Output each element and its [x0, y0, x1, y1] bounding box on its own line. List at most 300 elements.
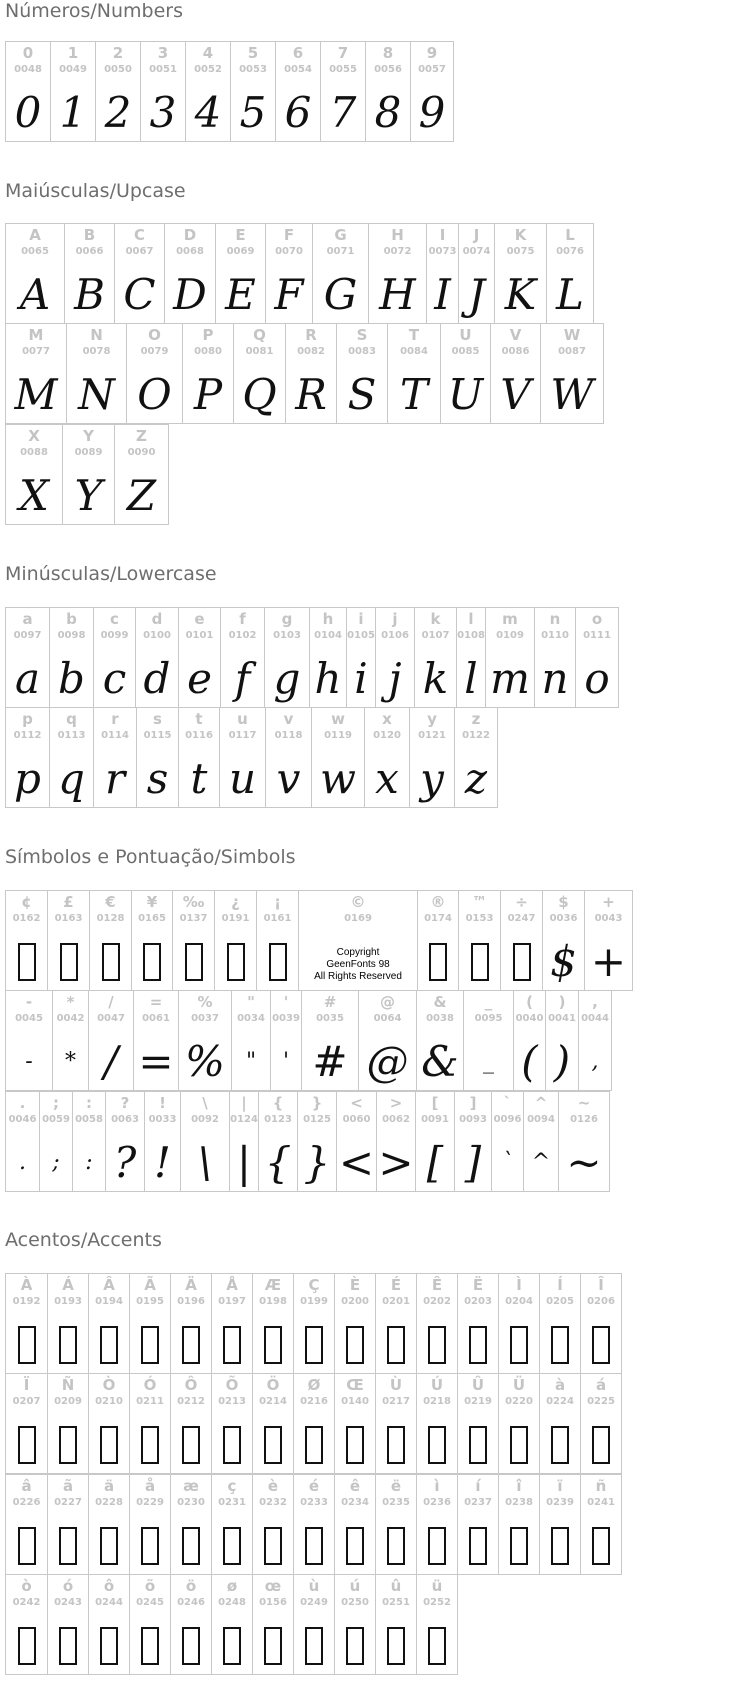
- character-code: 0041: [548, 1013, 576, 1024]
- missing-glyph-box: [540, 1318, 580, 1372]
- glyph-row: [5, 607, 619, 708]
- glyph-cell: [540, 323, 604, 424]
- character-label: \: [202, 1094, 208, 1112]
- character-label: ~: [577, 1094, 591, 1112]
- character-label: J: [473, 226, 480, 244]
- glyph-sample: h: [314, 654, 342, 703]
- missing-glyph-box: [48, 1519, 88, 1573]
- character-code: 0046: [8, 1114, 37, 1125]
- character-code: 0200: [341, 1296, 369, 1307]
- missing-glyph-box: [540, 1418, 580, 1472]
- glyph-cell: [545, 990, 579, 1091]
- character-code: 0243: [54, 1597, 82, 1608]
- character-label: E: [235, 226, 246, 244]
- glyph-cell: [580, 1373, 622, 1474]
- glyph-cell: [539, 1373, 581, 1474]
- glyph-cell: [500, 890, 543, 991]
- glyph-cell: [457, 1474, 499, 1575]
- character-label: y: [427, 710, 437, 728]
- character-code: 0169: [344, 913, 372, 924]
- character-code: 0234: [341, 1497, 369, 1508]
- character-label: d: [151, 610, 163, 628]
- character-label: £: [63, 893, 74, 911]
- missing-glyph-box: [173, 935, 214, 989]
- character-label: Z: [136, 427, 147, 445]
- character-code: 0211: [136, 1396, 164, 1407]
- glyph-cell: [454, 707, 498, 808]
- glyph-cell: [89, 890, 132, 991]
- character-label: é: [308, 1477, 320, 1495]
- character-label: Œ: [346, 1376, 364, 1394]
- character-label: ?: [120, 1094, 130, 1112]
- character-label: ä: [103, 1477, 115, 1495]
- character-code: 0082: [297, 346, 325, 357]
- character-code: 0105: [347, 630, 375, 641]
- copyright-line: Copyright: [336, 947, 380, 958]
- character-label: ‰: [182, 893, 205, 911]
- missing-glyph-box: [132, 935, 172, 989]
- missing-glyph-box: [335, 1619, 375, 1673]
- character-code: 0100: [143, 630, 171, 641]
- glyph-row: [5, 1273, 622, 1374]
- glyph-sample: q: [58, 754, 85, 803]
- character-label: X: [28, 427, 40, 445]
- glyph-cell: [220, 607, 265, 708]
- missing-glyph-icon: [592, 1426, 610, 1464]
- glyph-sample: a: [14, 654, 41, 703]
- missing-glyph-icon: [551, 1326, 569, 1364]
- missing-glyph-icon: [59, 1627, 77, 1665]
- glyph-sample: x: [375, 754, 399, 803]
- missing-glyph-box: [499, 1318, 539, 1372]
- character-code: 0059: [42, 1114, 70, 1125]
- glyph-cell: [534, 607, 576, 708]
- character-code: 0247: [507, 913, 536, 924]
- character-label: t: [195, 710, 203, 728]
- character-label: ë: [390, 1477, 402, 1495]
- character-label: :: [86, 1094, 92, 1112]
- character-code: 0229: [136, 1497, 164, 1508]
- character-code: 0111: [583, 630, 611, 641]
- glyph-sample: U: [447, 370, 484, 419]
- glyph-cell: [293, 1273, 335, 1374]
- character-code: 0068: [176, 246, 204, 257]
- glyph-cell: [270, 990, 302, 1091]
- missing-glyph-icon: [100, 1426, 118, 1464]
- missing-glyph-box: [294, 1318, 334, 1372]
- missing-glyph-box: [6, 1318, 47, 1372]
- glyph-sample: y: [420, 754, 444, 803]
- character-label: Ì: [516, 1276, 522, 1294]
- character-label: m: [502, 610, 518, 628]
- character-code: 0119: [324, 730, 352, 741]
- glyph-sample: B: [74, 270, 105, 319]
- character-code: 0109: [496, 630, 524, 641]
- missing-glyph-box: [253, 1418, 293, 1472]
- glyph-cell: [170, 1373, 212, 1474]
- glyph-cell: [457, 1373, 499, 1474]
- character-label: 0: [22, 44, 34, 62]
- missing-glyph-box: [130, 1318, 170, 1372]
- section-title: Minúsculas/Lowercase: [5, 563, 217, 585]
- character-label: >: [389, 1094, 403, 1112]
- character-code: 0198: [259, 1296, 287, 1307]
- character-label: ¢: [21, 893, 32, 911]
- missing-glyph-box: [376, 1318, 416, 1372]
- missing-glyph-box: [48, 1318, 88, 1372]
- character-label: Â: [103, 1276, 115, 1294]
- character-label: Ø: [307, 1376, 321, 1394]
- glyph-sample: H: [379, 270, 416, 319]
- section-title: Maiúsculas/Upcase: [5, 180, 186, 202]
- glyph-cell: [170, 1273, 212, 1374]
- character-code: 0128: [96, 913, 125, 924]
- character-code: 0106: [381, 630, 409, 641]
- glyph-cell: [416, 990, 464, 1091]
- character-code: 0040: [515, 1013, 544, 1024]
- glyph-sample: b: [58, 654, 85, 703]
- glyph-row: [5, 990, 612, 1091]
- character-code: 0118: [274, 730, 303, 741]
- character-code: 0252: [423, 1597, 451, 1608]
- glyph-cell: [214, 890, 257, 991]
- glyph-cell: [415, 1091, 455, 1192]
- glyph-cell: [542, 890, 585, 991]
- glyph-cell: [49, 607, 94, 708]
- glyph-cell: [454, 1091, 492, 1192]
- character-label: e: [194, 610, 205, 628]
- glyph-cell: [498, 1373, 540, 1474]
- character-code: 0114: [101, 730, 129, 741]
- glyph-cell: [47, 1273, 89, 1374]
- character-label: ø: [226, 1577, 238, 1595]
- character-code: 0081: [245, 346, 274, 357]
- character-label: ]: [469, 1094, 477, 1112]
- character-label: Ò: [102, 1376, 116, 1394]
- glyph-cell: [485, 607, 535, 708]
- character-code: 0195: [136, 1296, 164, 1307]
- character-code: 0037: [191, 1013, 219, 1024]
- missing-glyph-box: [212, 1619, 252, 1673]
- glyph-sample: R: [295, 370, 327, 419]
- glyph-cell: [5, 1474, 48, 1575]
- missing-glyph-icon: [59, 1527, 77, 1565]
- character-code: 0113: [57, 730, 86, 741]
- character-label: Ú: [430, 1376, 444, 1394]
- character-code: 0103: [273, 630, 301, 641]
- glyph-sample: D: [173, 270, 207, 319]
- character-label: o: [591, 610, 603, 628]
- missing-glyph-icon: [592, 1527, 610, 1565]
- glyph-sample: `: [502, 1150, 513, 1175]
- missing-glyph-icon: [227, 943, 245, 981]
- character-label: á: [595, 1376, 607, 1394]
- missing-glyph-box: [171, 1619, 211, 1673]
- glyph-cell: [211, 1273, 253, 1374]
- character-label: 7: [337, 44, 349, 62]
- glyph-sample: j: [388, 654, 402, 703]
- missing-glyph-box: [6, 1519, 47, 1573]
- character-code: 0226: [12, 1497, 41, 1508]
- character-code: 0067: [125, 246, 154, 257]
- glyph-sample: 6: [284, 88, 312, 137]
- glyph-sample: _: [483, 1049, 494, 1074]
- character-code: 0080: [194, 346, 222, 357]
- missing-glyph-box: [130, 1619, 170, 1673]
- character-label: î: [516, 1477, 522, 1495]
- missing-glyph-icon: [469, 1527, 487, 1565]
- glyph-cell: [578, 990, 612, 1091]
- character-label: 9: [426, 44, 438, 62]
- character-label: Ù: [389, 1376, 403, 1394]
- missing-glyph-box: [458, 1418, 498, 1472]
- glyph-sample: 2: [104, 88, 132, 137]
- missing-glyph-box: [335, 1418, 375, 1472]
- glyph-row: [5, 707, 498, 808]
- glyph-cell: [309, 607, 347, 708]
- character-label: Æ: [264, 1276, 282, 1294]
- character-label: B: [83, 226, 96, 244]
- glyph-row: [5, 323, 604, 424]
- character-label: Ë: [472, 1276, 484, 1294]
- glyph-sample: v: [276, 754, 301, 803]
- glyph-sample: ~: [566, 1138, 602, 1187]
- glyph-cell: [580, 1474, 622, 1575]
- character-label: U: [459, 326, 472, 344]
- character-label: ÷: [515, 893, 528, 911]
- character-label: A: [29, 226, 41, 244]
- character-label: 3: [157, 44, 169, 62]
- missing-glyph-icon: [182, 1527, 200, 1565]
- glyph-cell: [178, 707, 220, 808]
- character-code: 0096: [493, 1114, 522, 1125]
- glyph-cell: [252, 1474, 294, 1575]
- glyph-cell: [491, 1091, 524, 1192]
- glyph-cell: [456, 607, 486, 708]
- glyph-sample: r: [104, 754, 126, 803]
- missing-glyph-icon: [387, 1627, 405, 1665]
- character-label: ,: [592, 993, 598, 1011]
- character-label: b: [66, 610, 77, 628]
- missing-glyph-box: [130, 1418, 170, 1472]
- glyph-sample: O: [137, 370, 172, 419]
- glyph-cell: [440, 323, 491, 424]
- character-code: 0191: [221, 913, 250, 924]
- glyph-sample: 1: [59, 88, 87, 137]
- character-label: {: [272, 1094, 284, 1112]
- character-label: Ê: [431, 1276, 443, 1294]
- character-code: 0043: [594, 913, 623, 924]
- character-label: Ü: [512, 1376, 526, 1394]
- missing-glyph-box: [6, 935, 47, 989]
- glyph-sample: t: [190, 754, 208, 803]
- glyph-cell: [47, 1474, 89, 1575]
- glyph-cell: [88, 1273, 130, 1374]
- character-code: 0232: [259, 1497, 287, 1508]
- glyph-row: [5, 1091, 610, 1192]
- glyph-sample: I: [434, 270, 451, 319]
- missing-glyph-box: [89, 1418, 129, 1472]
- character-label: @: [380, 993, 395, 1011]
- missing-glyph-box: [6, 1619, 47, 1673]
- character-label: T: [408, 326, 420, 344]
- character-label: /: [108, 993, 114, 1011]
- character-code: 0250: [341, 1597, 369, 1608]
- missing-glyph-icon: [100, 1527, 118, 1565]
- character-label: .: [19, 1094, 26, 1112]
- character-label: ®: [430, 893, 446, 911]
- character-label: É: [390, 1276, 402, 1294]
- glyph-sample: 3: [149, 88, 177, 137]
- character-label: $: [558, 893, 569, 911]
- missing-glyph-box: [294, 1418, 334, 1472]
- glyph-cell: [211, 1373, 253, 1474]
- character-label: p: [22, 710, 33, 728]
- character-label: R: [305, 326, 317, 344]
- character-code: 0239: [546, 1497, 574, 1508]
- missing-glyph-icon: [18, 1527, 36, 1565]
- character-label: ö: [185, 1577, 197, 1595]
- glyph-cell: [375, 1273, 417, 1374]
- glyph-sample: n: [541, 654, 569, 703]
- glyph-cell: [457, 1273, 499, 1374]
- glyph-cell: [170, 1474, 212, 1575]
- glyph-cell: [252, 1273, 294, 1374]
- missing-glyph-box: [89, 1519, 129, 1573]
- missing-glyph-box: [253, 1318, 293, 1372]
- glyph-cell: [39, 1091, 73, 1192]
- missing-glyph-box: [253, 1619, 293, 1673]
- missing-glyph-icon: [141, 1527, 159, 1565]
- copyright-notice: [299, 947, 417, 983]
- glyph-cell: [88, 990, 134, 1091]
- glyph-sample: 8: [374, 88, 402, 137]
- character-label: ^: [534, 1094, 548, 1112]
- character-code: 0156: [259, 1597, 287, 1608]
- character-label: Ä: [185, 1276, 197, 1294]
- missing-glyph-icon: [59, 1326, 77, 1364]
- missing-glyph-icon: [346, 1326, 364, 1364]
- glyph-sample: G: [323, 270, 358, 319]
- character-code: 0060: [342, 1114, 371, 1125]
- missing-glyph-box: [499, 1519, 539, 1573]
- character-code: 0235: [382, 1497, 410, 1508]
- glyph-sample: 4: [194, 88, 222, 137]
- glyph-sample: l: [464, 654, 478, 703]
- missing-glyph-icon: [469, 1426, 487, 1464]
- character-label: |: [241, 1094, 247, 1112]
- glyph-cell: [72, 1091, 106, 1192]
- glyph-cell: [170, 1574, 212, 1675]
- character-code: 0101: [185, 630, 214, 641]
- character-label: Ö: [266, 1376, 280, 1394]
- glyph-sample: ": [245, 1049, 257, 1074]
- glyph-cell: [293, 1574, 335, 1675]
- character-code: 0233: [300, 1497, 328, 1508]
- missing-glyph-icon: [59, 1426, 77, 1464]
- glyph-cell: [275, 41, 321, 142]
- character-code: 0199: [300, 1296, 328, 1307]
- glyph-cell: [494, 223, 547, 324]
- glyph-cell: [88, 1574, 130, 1675]
- character-label: ò: [21, 1577, 32, 1595]
- missing-glyph-box: [171, 1519, 211, 1573]
- character-label: å: [144, 1477, 156, 1495]
- glyph-cell: [410, 41, 454, 142]
- character-code: 0071: [326, 246, 355, 257]
- glyph-cell: [215, 223, 266, 324]
- missing-glyph-icon: [387, 1426, 405, 1464]
- glyph-cell: [334, 1373, 376, 1474]
- character-code: 0102: [228, 630, 257, 641]
- character-code: 0048: [14, 64, 42, 75]
- character-code: 0084: [400, 346, 428, 357]
- missing-glyph-box: [417, 1418, 457, 1472]
- character-code: 0112: [13, 730, 42, 741]
- glyph-sample: ]: [464, 1138, 482, 1187]
- missing-glyph-icon: [346, 1426, 364, 1464]
- glyph-cell: [285, 323, 337, 424]
- character-code: 0087: [558, 346, 586, 357]
- glyph-sample: ;: [52, 1150, 60, 1175]
- character-code: 0064: [373, 1013, 402, 1024]
- missing-glyph-box: [417, 1619, 457, 1673]
- missing-glyph-icon: [223, 1426, 241, 1464]
- glyph-cell: [293, 1474, 335, 1575]
- glyph-sample: X: [19, 471, 49, 520]
- character-code: 0039: [272, 1013, 300, 1024]
- character-code: 0162: [12, 913, 41, 924]
- character-code: 0174: [424, 913, 452, 924]
- glyph-sample: +: [590, 937, 627, 986]
- character-code: 0206: [587, 1296, 615, 1307]
- missing-glyph-icon: [429, 943, 447, 981]
- glyph-sample: 0: [14, 88, 42, 137]
- missing-glyph-box: [376, 1619, 416, 1673]
- character-code: 0214: [259, 1396, 287, 1407]
- character-code: 0091: [421, 1114, 449, 1125]
- glyph-sample: }: [303, 1138, 331, 1187]
- glyph-sample: M: [14, 370, 58, 419]
- missing-glyph-icon: [269, 943, 287, 981]
- glyph-cell: [387, 323, 441, 424]
- missing-glyph-icon: [143, 943, 161, 981]
- character-code: 0219: [464, 1396, 492, 1407]
- glyph-cell: [336, 1091, 377, 1192]
- glyph-sample: 9: [418, 88, 446, 137]
- missing-glyph-icon: [346, 1627, 364, 1665]
- missing-glyph-icon: [141, 1426, 159, 1464]
- character-label: ©: [350, 893, 366, 911]
- character-code: 0095: [474, 1013, 503, 1024]
- character-label: à: [554, 1376, 566, 1394]
- glyph-sample: C: [123, 270, 156, 319]
- glyph-cell: [256, 890, 299, 991]
- glyph-cell: [5, 1091, 40, 1192]
- character-label: M: [28, 326, 44, 344]
- glyph-sample: ): [553, 1037, 571, 1086]
- character-code: 0117: [228, 730, 257, 741]
- character-label: }: [311, 1094, 323, 1112]
- character-label: h: [322, 610, 334, 628]
- missing-glyph-box: [418, 935, 458, 989]
- character-label: ": [247, 993, 255, 1011]
- glyph-cell: [320, 41, 366, 142]
- missing-glyph-box: [581, 1418, 621, 1472]
- character-label: C: [133, 226, 145, 244]
- character-label: a: [22, 610, 33, 628]
- character-label: H: [391, 226, 404, 244]
